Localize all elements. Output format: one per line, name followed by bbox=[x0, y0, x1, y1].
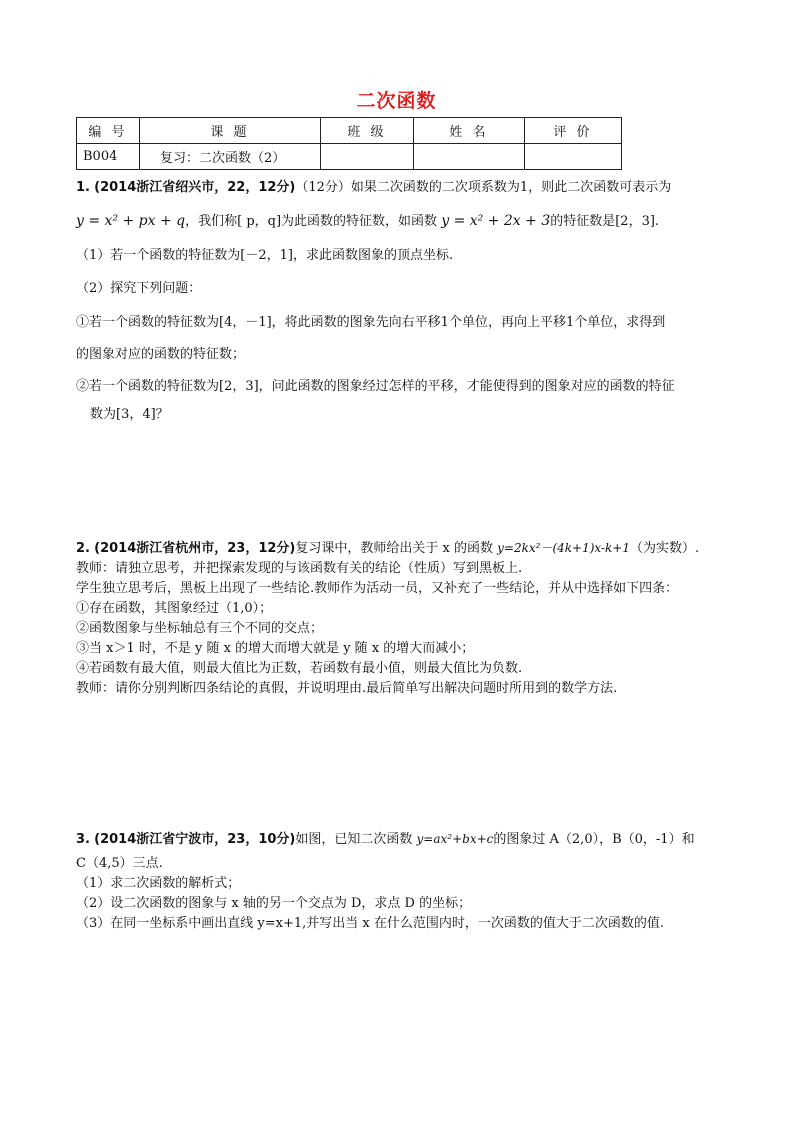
q2-tail: （为实数）. bbox=[629, 541, 700, 556]
q2-line-4: ②函数图象与坐标轴总有三个不同的交点； bbox=[76, 621, 324, 636]
q1-formula-line bbox=[76, 211, 726, 232]
header-topic: 课 题 bbox=[140, 118, 321, 144]
q1-number: 1. bbox=[76, 180, 90, 195]
q2-intro: 复习课中，教师给出关于 x 的函数 bbox=[295, 541, 493, 556]
q1-end: 的特征数是[2，3]. bbox=[550, 214, 660, 229]
header-number: 编 号 bbox=[77, 118, 140, 144]
cell-number: B004 bbox=[77, 144, 140, 170]
q2-number: 2. bbox=[76, 541, 90, 556]
q3-intro: 如图，已知二次函数 bbox=[295, 832, 413, 847]
info-table bbox=[76, 117, 622, 170]
question-3 bbox=[76, 829, 726, 934]
q3-number: 3. bbox=[76, 832, 90, 847]
q1-header-line bbox=[76, 178, 726, 198]
cell-topic: 复习：二次函数（2） bbox=[140, 144, 321, 170]
q3-source: (2014浙江省宁波市，23，10分) bbox=[94, 832, 296, 847]
cell-name bbox=[414, 144, 525, 170]
cell-grade bbox=[525, 144, 622, 170]
q1-mid: ，我们称[ p，q]为此函数的特征数，如函数 bbox=[185, 214, 438, 229]
q2-line-1: 教师：请独立思考，并把探索发现的与该函数有关的结论（性质）写到黑板上. bbox=[76, 561, 523, 576]
cell-class bbox=[321, 144, 414, 170]
q3-header-line bbox=[76, 829, 726, 850]
q1-sub-2a: ②若一个函数的特征数为[2，3]，问此函数的图象经过怎样的平移，才能使得到的图象对应的函数的特征 bbox=[76, 379, 675, 394]
table-header-row bbox=[77, 118, 622, 144]
q1-formula-2: y = x² + 2x + 3 bbox=[441, 213, 551, 229]
header-name: 姓 名 bbox=[414, 118, 525, 144]
q2-formula: y=2kx²－(4k+1)x-k+1 bbox=[497, 541, 630, 555]
q3-line-1: C（4,5）三点. bbox=[76, 856, 163, 871]
q3-formula: y=ax²+bx+c bbox=[416, 832, 494, 846]
q1-part-2: （2）探究下列问题： bbox=[76, 281, 202, 296]
q2-source: (2014浙江省杭州市，23，12分) bbox=[94, 541, 296, 556]
q1-source: (2014浙江省绍兴市，22，12分) bbox=[94, 180, 296, 195]
header-class: 班 级 bbox=[321, 118, 414, 144]
table-row bbox=[77, 144, 622, 170]
q2-line-6: ④若函数有最大值，则最大值比为正数，若函数有最小值，则最大值比为负数. bbox=[76, 661, 523, 676]
q2-header-line bbox=[76, 538, 726, 559]
q1-sub-2b: 数为[3，4]？ bbox=[90, 407, 169, 422]
q1-intro: （12分）如果二次函数的二次项系数为1，则此二次函数可表示为 bbox=[295, 180, 672, 195]
q2-line-2: 学生独立思考后，黑板上出现了一些结论.教师作为活动一员，又补充了一些结论，并从中选择如下四条： bbox=[76, 581, 679, 596]
q3-line-3: （2）设二次函数的图象与 x 轴的另一个交点为 D，求点 D 的坐标； bbox=[76, 896, 472, 911]
question-1 bbox=[76, 178, 726, 425]
q2-line-5: ③当 x＞1 时，不是 y 随 x 的增大而增大就是 y 随 x 的增大而减小； bbox=[76, 641, 475, 656]
q3-line-4: （3）在同一坐标系中画出直线 y=x+1,并写出当 x 在什么范围内时，一次函数的值大于二次函数的值. bbox=[76, 916, 664, 931]
q2-line-3: ①存在函数，其图象经过（1,0）； bbox=[76, 601, 273, 616]
q3-line-2: （1）求二次函数的解析式； bbox=[76, 876, 241, 891]
q1-part-1: （1）若一个函数的特征数为[－2，1]，求此函数图象的顶点坐标. bbox=[76, 248, 454, 263]
q2-line-7: 教师：请你分别判断四条结论的真假，并说明理由.最后简单写出解决问题时所用到的数学方法. bbox=[76, 681, 618, 696]
q1-formula-1: y = x² + px + q bbox=[76, 213, 186, 229]
header-grade: 评 价 bbox=[525, 118, 622, 144]
q1-sub-1b: 的图象对应的函数的特征数； bbox=[76, 347, 246, 362]
page-title: 二次函数 bbox=[356, 90, 437, 112]
q3-tail: 的图象过 A（2,0），B（0，-1）和 bbox=[493, 832, 695, 847]
question-2 bbox=[76, 538, 726, 699]
q1-sub-1a: ①若一个函数的特征数为[4，－1]，将此函数的图象先向右平移1个单位，再向上平移1个单位，求得到 bbox=[76, 315, 666, 330]
